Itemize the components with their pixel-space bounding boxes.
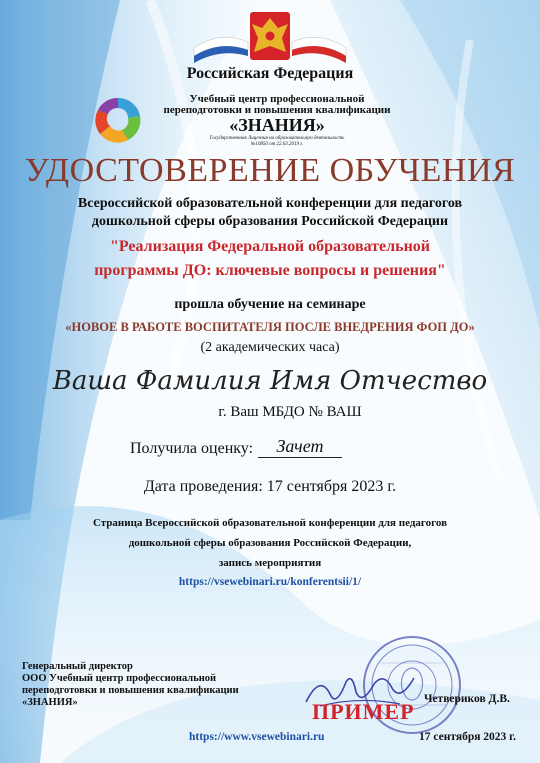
recipient-place: г. Ваш МБДО № ВАШ (218, 404, 362, 420)
director-title-line-1: Генеральный директор (22, 661, 133, 672)
issue-date: 17 сентября 2023 г. (419, 731, 516, 743)
link-block-line-1: Страница Всероссийской образовательной конференции для педагогов (92, 517, 448, 529)
license-line-2: №10850 от 22.03.2019 г. (250, 142, 304, 147)
znaniya-logo-icon (92, 94, 144, 146)
license-line-1: Государственная Лицензия на образовательную деятельность (209, 136, 345, 141)
grade-value: Зачет (258, 436, 342, 458)
conference-line-2: дошкольной сферы образования Российской Федерации (91, 214, 449, 229)
org-line-2: переподготовки и повышения квалификации (163, 104, 391, 116)
conference-line-1: Всероссийской образовательной конференции для педагогов (77, 196, 463, 211)
org-name: «ЗНАНИЯ» (229, 115, 325, 135)
director-title-line-2: ООО Учебный центр профессиональной (22, 673, 217, 684)
link-block-line-2: дошкольной сферы образования Российской Федерации, (128, 537, 412, 549)
russian-coat-of-arms-icon (190, 8, 350, 66)
country-name: Российская Федерация (186, 65, 354, 82)
topic-line-2: программы ДО: ключевые вопросы и решения" (94, 262, 446, 279)
signer-name: Четвериков Д.В. (424, 693, 510, 705)
topic-line-1: "Реализация Федеральной образовательной (109, 238, 431, 255)
seminar-title: «НОВОЕ В РАБОТЕ ВОСПИТАТЕЛЯ ПОСЛЕ ВНЕДРЕНИЯ ФОП ДО» (65, 320, 475, 334)
director-title-line-4: «ЗНАНИЯ» (22, 697, 78, 708)
grade-label: Получила оценку: (130, 440, 254, 457)
director-title-line-3: переподготовки и повышения квалификации (22, 685, 239, 696)
seminar-intro: прошла обучение на семинаре (174, 297, 366, 312)
sample-stamp-text: ПРИМЕР (312, 699, 415, 724)
recipient-name: Ваша Фамилия Имя Отчество (52, 366, 488, 396)
org-line-1: Учебный центр профессиональной (189, 93, 365, 105)
link-block-line-3: запись мероприятия (218, 557, 322, 569)
conference-page-link[interactable]: https://vsewebinari.ru/konferentsii/1/ (178, 576, 362, 588)
event-date: Дата проведения: 17 сентября 2023 г. (143, 478, 397, 495)
site-link[interactable]: https://www.vsewebinari.ru (189, 731, 325, 743)
certificate-title: УДОСТОВЕРЕНИЕ ОБУЧЕНИЯ (24, 152, 516, 189)
hours-note: (2 академических часа) (200, 340, 340, 355)
